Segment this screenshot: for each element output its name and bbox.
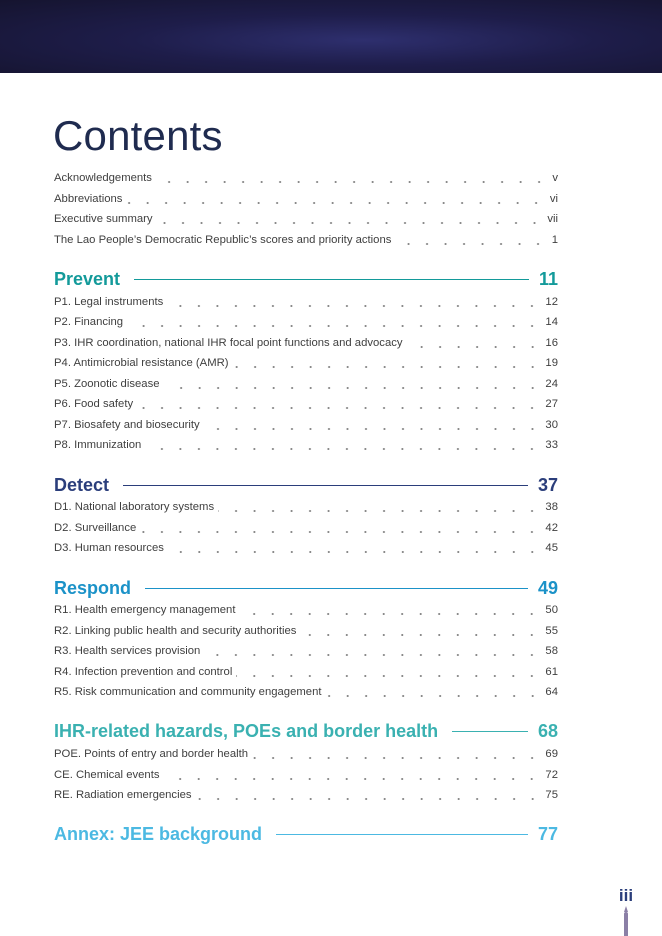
dot-leader [204, 418, 542, 432]
dot-leader [126, 192, 545, 206]
toc-entry-page: 61 [545, 666, 558, 678]
dot-leader [145, 438, 541, 452]
toc-entry-r1[interactable] [54, 603, 558, 617]
toc-entry-label: P2. Financing [54, 316, 124, 328]
toc-entry-page: 64 [545, 686, 558, 698]
section-rule [134, 279, 529, 280]
toc-entry-poe[interactable] [54, 747, 558, 761]
page-title: Contents [53, 112, 223, 159]
toc-entry-page: 72 [545, 769, 558, 781]
section-rule [145, 588, 528, 589]
toc-entry-label: P1. Legal instruments [54, 296, 164, 308]
toc-entry-label: R5. Risk communication and community engagement [54, 686, 322, 698]
section-rule [452, 731, 528, 732]
toc-entry-r3[interactable] [54, 644, 558, 658]
dot-leader [300, 624, 541, 638]
dot-leader [233, 356, 542, 370]
toc-entry-r4[interactable] [54, 665, 558, 679]
dot-leader [326, 685, 542, 699]
toc-entry-page: 16 [545, 337, 558, 349]
toc-entry-label: D2. Surveillance [54, 522, 137, 534]
toc-entry-page: 27 [545, 398, 558, 410]
section-heading-respond[interactable] [54, 577, 558, 599]
toc-entry-page: 55 [545, 625, 558, 637]
toc-entry-d3[interactable] [54, 541, 558, 555]
dot-leader [168, 541, 542, 555]
toc-entry-page: 30 [545, 419, 558, 431]
toc-entry-label: P6. Food safety [54, 398, 134, 410]
toc-entry-page: 75 [545, 789, 558, 801]
dot-leader [218, 500, 541, 514]
toc-entry-page: vii [547, 213, 558, 225]
toc-entry-p6[interactable] [54, 397, 558, 411]
toc-entry-p1[interactable] [54, 295, 558, 309]
section-page: 49 [537, 578, 558, 598]
toc-entry-label: CE. Chemical events [54, 769, 160, 781]
dot-leader [236, 665, 541, 679]
toc-entry-p8[interactable] [54, 438, 558, 452]
toc-entry-page: 42 [545, 522, 558, 534]
toc-entry-label: POE. Points of entry and border health [54, 748, 249, 760]
toc-entry-page: 45 [545, 542, 558, 554]
toc-entry-d1[interactable] [54, 500, 558, 514]
section-title: Prevent [54, 269, 121, 289]
section-page: 37 [537, 475, 558, 495]
section-rule [276, 834, 528, 835]
page-tab-marker [624, 912, 628, 936]
section-title: IHR-related hazards, POEs and border health [54, 721, 439, 741]
toc-entry-page: 69 [545, 748, 558, 760]
dot-leader [127, 315, 541, 329]
toc-entry-label: P8. Immunization [54, 439, 142, 451]
toc-entry-label: RE. Radiation emergencies [54, 789, 192, 801]
toc-entry-label: Executive summary [54, 213, 153, 225]
toc-entry-p3[interactable] [54, 336, 558, 350]
toc-entry-label: R4. Infection prevention and control [54, 666, 233, 678]
section-page: 11 [538, 269, 558, 289]
toc-entry-scores-priority-actions[interactable] [54, 233, 558, 247]
toc-entry-page: 12 [545, 296, 558, 308]
section-heading-ihr-hazards[interactable] [54, 720, 558, 742]
section-title: Respond [54, 578, 132, 598]
toc-entry-ce[interactable] [54, 768, 558, 782]
toc-entry-page: 1 [551, 234, 558, 246]
toc-entry-p5[interactable] [54, 377, 558, 391]
section-page: 68 [537, 721, 558, 741]
toc-entry-label: D1. National laboratory systems [54, 501, 215, 513]
toc-entry-page: v [552, 172, 558, 184]
section-title: Detect [54, 475, 110, 495]
toc-entry-acknowledgements[interactable] [54, 171, 558, 185]
toc-entry-page: vi [549, 193, 558, 205]
toc-entry-page: 19 [545, 357, 558, 369]
section-rule [123, 485, 528, 486]
section-heading-prevent[interactable] [54, 268, 558, 290]
toc-entry-p7[interactable] [54, 418, 558, 432]
toc-entry-page: 58 [545, 645, 558, 657]
toc-entry-label: The Lao People’s Democratic Republic’s scores and priority actions [54, 234, 392, 246]
dot-leader [167, 295, 541, 309]
toc-entry-label: P4. Antimicrobial resistance (AMR) [54, 357, 229, 369]
toc-entry-r2[interactable] [54, 624, 558, 638]
header-banner [0, 0, 662, 73]
dot-leader [137, 397, 541, 411]
toc-entry-p2[interactable] [54, 315, 558, 329]
dot-leader [164, 377, 542, 391]
toc-entry-label: P3. IHR coordination, national IHR focal point functions and advocacy [54, 337, 403, 349]
section-page: 77 [537, 824, 558, 844]
dot-leader [395, 233, 547, 247]
toc-entry-re[interactable] [54, 788, 558, 802]
toc-entry-label: R3. Health services provision [54, 645, 201, 657]
dot-leader [196, 788, 542, 802]
toc-entry-d2[interactable] [54, 521, 558, 535]
page-number: iii [618, 886, 634, 905]
dot-leader [163, 768, 541, 782]
toc-entry-label: P7. Biosafety and biosecurity [54, 419, 200, 431]
toc-entry-r5[interactable] [54, 685, 558, 699]
dot-leader [156, 171, 548, 185]
dot-leader [204, 644, 541, 658]
dot-leader [239, 603, 541, 617]
dot-leader [252, 747, 541, 761]
section-title: Annex: JEE background [54, 824, 263, 844]
toc-entry-page: 33 [545, 439, 558, 451]
toc-entry-p4[interactable] [54, 356, 558, 370]
toc-entry-page: 50 [545, 604, 558, 616]
dot-leader [157, 212, 544, 226]
section-heading-annex[interactable] [54, 823, 558, 845]
toc-entry-page: 24 [545, 378, 558, 390]
toc-entry-page: 14 [545, 316, 558, 328]
toc-entry-label: R1. Health emergency management [54, 604, 236, 616]
toc-entry-executive-summary[interactable] [54, 212, 558, 226]
toc-entry-page: 38 [545, 501, 558, 513]
toc-entry-label: Abbreviations [54, 193, 123, 205]
section-heading-detect[interactable] [54, 474, 558, 496]
toc-entry-abbreviations[interactable] [54, 192, 558, 206]
dot-leader [407, 336, 542, 350]
toc-entry-label: D3. Human resources [54, 542, 164, 554]
toc-entry-label: Acknowledgements [54, 172, 152, 184]
toc-entry-label: R2. Linking public health and security authorities [54, 625, 297, 637]
toc-entry-label: P5. Zoonotic disease [54, 378, 160, 390]
dot-leader [140, 521, 541, 535]
